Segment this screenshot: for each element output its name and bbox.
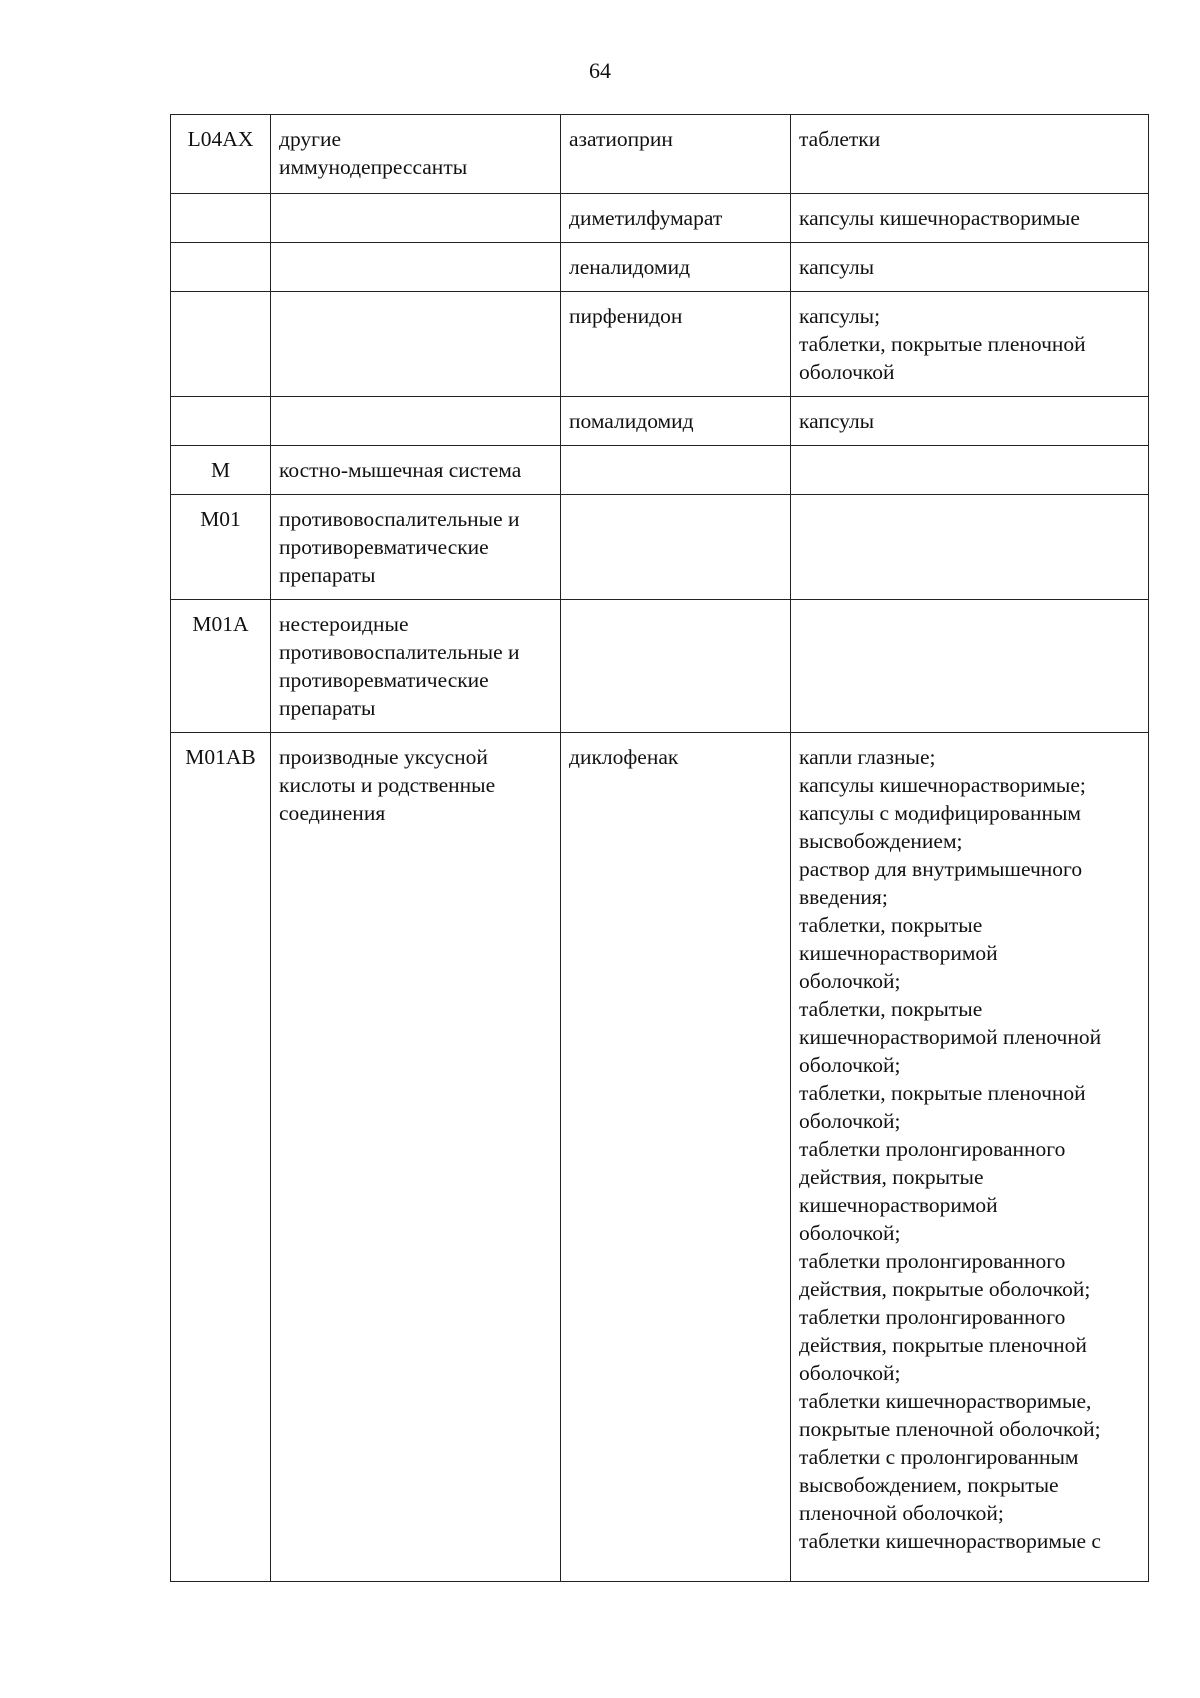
table-row [171, 733, 1149, 1582]
substance-name: помалидомид [569, 409, 694, 433]
dosage-form-line: кишечнорастворимой [799, 941, 998, 965]
substance-name: азатиоприн [569, 127, 673, 151]
drug-table [170, 114, 1149, 1582]
page-number: 64 [589, 58, 611, 83]
substance-cell [561, 194, 791, 243]
dosage-form-line: кишечнорастворимой [799, 1193, 998, 1217]
group-cell [271, 495, 561, 600]
substance-cell [561, 733, 791, 1582]
atc-code: M01A [192, 612, 249, 636]
atc-code-cell [171, 292, 271, 397]
table-row [171, 446, 1149, 495]
dosage-forms-cell [791, 733, 1149, 1582]
dosage-form-line: капсулы кишечнорастворимые; [799, 773, 1086, 797]
group-line: другие [279, 127, 342, 151]
dosage-form-line: введения; [799, 885, 888, 909]
dosage-form-line: действия, покрытые пленочной [799, 1333, 1087, 1357]
drug-table-body [171, 115, 1149, 1582]
dosage-forms-cell [791, 292, 1149, 397]
dosage-form-line: высвобождением; [799, 829, 963, 853]
dosage-form-line: таблетки пролонгированного [799, 1249, 1066, 1273]
dosage-forms-cell [791, 397, 1149, 446]
dosage-form-line: оболочкой; [799, 1109, 901, 1133]
atc-code: M01 [200, 507, 241, 531]
group-cell [271, 600, 561, 733]
group-line: препараты [279, 696, 376, 720]
dosage-form-line: таблетки, покрытые [799, 913, 983, 937]
dosage-form-line: таблетки пролонгированного [799, 1305, 1066, 1329]
dosage-form-line: капсулы [799, 255, 875, 279]
atc-code: L04AX [187, 127, 254, 151]
group-cell [271, 194, 561, 243]
dosage-form-line: таблетки кишечнорастворимые, [799, 1389, 1092, 1413]
atc-code-cell [171, 243, 271, 292]
group-cell [271, 243, 561, 292]
dosage-form-line: оболочкой; [799, 969, 901, 993]
dosage-form-line: таблетки, покрытые пленочной [799, 332, 1086, 356]
dosage-form-line: действия, покрытые [799, 1165, 984, 1189]
group-line: нестероидные [279, 612, 409, 636]
dosage-form-line: таблетки пролонгированного [799, 1137, 1066, 1161]
dosage-form-line: таблетки, покрытые [799, 997, 983, 1021]
substance-cell [561, 397, 791, 446]
group-line: соединения [279, 801, 386, 825]
group-line: противоревматические [279, 668, 489, 692]
substance-name: диметилфумарат [569, 206, 723, 230]
dosage-form-line: капсулы; [799, 304, 881, 328]
dosage-form-line: оболочкой; [799, 1361, 901, 1385]
group-cell [271, 115, 561, 194]
group-cell [271, 446, 561, 495]
atc-code: M [210, 458, 231, 482]
dosage-form-line: высвобождением, покрытые [799, 1473, 1059, 1497]
group-line: противовоспалительные и [279, 507, 520, 531]
substance-name: диклофенак [569, 745, 679, 769]
dosage-form-line: оболочкой; [799, 1221, 901, 1245]
dosage-form-line: действия, покрытые оболочкой; [799, 1277, 1091, 1301]
dosage-form-line: таблетки с пролонгированным [799, 1445, 1079, 1469]
dosage-form-line: раствор для внутримышечного [799, 857, 1083, 881]
group-line: противовоспалительные и [279, 640, 520, 664]
substance-cell [561, 292, 791, 397]
group-cell [271, 292, 561, 397]
dosage-form-line: капсулы [799, 409, 875, 433]
table-row [171, 495, 1149, 600]
atc-code-cell [171, 397, 271, 446]
dosage-form-line: таблетки, покрытые пленочной [799, 1081, 1086, 1105]
substance-cell [561, 495, 791, 600]
dosage-form-line: капли глазные; [799, 745, 936, 769]
dosage-forms-cell [791, 115, 1149, 194]
dosage-forms-cell [791, 194, 1149, 243]
dosage-form-line: капсулы кишечнорастворимые [799, 206, 1080, 230]
dosage-form-line: капсулы с модифицированным [799, 801, 1082, 825]
substance-cell [561, 600, 791, 733]
group-line: иммунодепрессанты [279, 155, 468, 179]
table-row [171, 115, 1149, 194]
dosage-form-line: покрытые пленочной оболочкой; [799, 1417, 1101, 1441]
dosage-forms-cell [791, 495, 1149, 600]
substance-cell [561, 446, 791, 495]
table-row [171, 397, 1149, 446]
dosage-forms-cell [791, 446, 1149, 495]
dosage-form-line: таблетки [799, 127, 881, 151]
atc-code-cell [171, 115, 271, 194]
group-line: противоревматические [279, 535, 489, 559]
atc-code-cell [171, 495, 271, 600]
group-line: препараты [279, 563, 376, 587]
dosage-form-line: таблетки кишечнорастворимые с [799, 1529, 1101, 1553]
atc-code-cell [171, 733, 271, 1582]
table-row [171, 194, 1149, 243]
atc-code-cell [171, 446, 271, 495]
substance-name: леналидомид [569, 255, 691, 279]
dosage-form-line: оболочкой [799, 360, 895, 384]
table-row [171, 243, 1149, 292]
group-line: костно-мышечная система [279, 458, 522, 482]
substance-cell [561, 243, 791, 292]
dosage-form-line: оболочкой; [799, 1053, 901, 1077]
group-line: кислоты и родственные [279, 773, 496, 797]
substance-cell [561, 115, 791, 194]
table-row [171, 600, 1149, 733]
group-line: производные уксусной [279, 745, 488, 769]
atc-code-cell [171, 194, 271, 243]
dosage-forms-cell [791, 243, 1149, 292]
dosage-forms-cell [791, 600, 1149, 733]
atc-code-cell [171, 600, 271, 733]
table-row [171, 292, 1149, 397]
group-cell [271, 733, 561, 1582]
atc-code: M01AB [185, 745, 256, 769]
group-cell [271, 397, 561, 446]
dosage-form-line: кишечнорастворимой пленочной [799, 1025, 1102, 1049]
dosage-form-line: пленочной оболочкой; [799, 1501, 1004, 1525]
substance-name: пирфенидон [569, 304, 683, 328]
